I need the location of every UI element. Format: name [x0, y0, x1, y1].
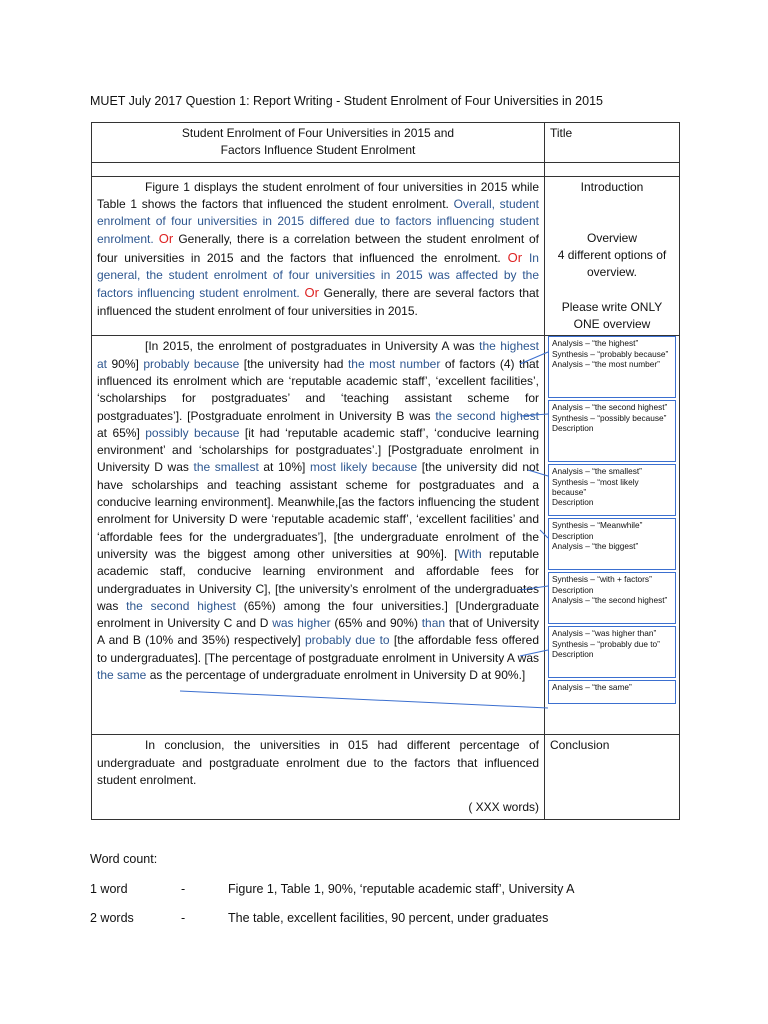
conclusion-cell — [92, 735, 545, 819]
annotation-box: Analysis – “the second highest” Synthesis – “possibly because” Description — [548, 400, 676, 462]
body-text: [In 2015, the enrolment of postgraduates in University A was the highest at 90%] probably because [the university had the most number of factors (4) that influenced its enrolment which are ‘reputable academic staff’, ‘excellent facilities’, ‘scholarships for postgraduates’ and ‘teaching assistant scheme for postgraduates’]. [Postgraduate enrolment in University B was the second highest at 65%] possibly because [it had ‘reputable academic staff’, ‘conducive learning environment’ and ‘scholarships for postgraduates’.] [Postgraduate enrolment in University D was the smallest at 10%] most likely because [the university did not have scholarships and teaching assistant scheme for postgraduates and a conducive learning environment]. Meanwhile,[as the factors influencing the student enrolment for University D were ‘reputable academic staff’, ‘excellent facilities’ and ‘affordable fees for the undergraduates’], [the undergraduate enrolment of the university was the biggest among other universities at 90%]. [With reputable academic staff, conducive learning environment and affordable fees for undergraduates in University C], [the university’s enrolment of the undergraduates was the second highest (65%) among the four universities.] [Undergraduate enrolment in University C and D was higher (65% and 90%) than that of University A and B (10% and 35%) respectively] probably due to [the affordable fess offered to undergraduates]. [The percentage of postgraduate enrolment in University A was the same as the percentage of undergraduate enrolment in University D at 90%.] — [92, 336, 545, 735]
introduction-label: Introduction — [580, 179, 644, 194]
conclusion-label: Conclusion — [545, 735, 680, 819]
overview-option-3: In general, the student enrolment of four universities in 2015 was affected by the factors influencing student enrolment. — [97, 250, 539, 301]
report-table — [91, 122, 680, 820]
introduction-row — [92, 176, 680, 336]
title-label: Title — [545, 123, 680, 163]
annotation-box: Analysis – “was higher than” Synthesis – “probably due to” Description — [548, 626, 676, 678]
word-count-row: 2 words - The table, excellent facilities, 90 percent, under graduates — [90, 911, 549, 925]
annotation-box: Synthesis – “Meanwhile” Description Analysis – “the biggest” — [548, 518, 676, 570]
word-count-heading: Word count: — [90, 852, 158, 866]
conclusion-row — [92, 735, 680, 819]
title-row — [92, 123, 680, 163]
word-count-row: 1 word - Figure 1, Table 1, 90%, ‘reputable academic staff’, University A — [90, 882, 575, 896]
report-title-cell — [92, 123, 545, 163]
conclusion-text: In conclusion, the universities in 015 had different percentage of undergraduate and postgraduate enrolment due to the factors that influenced student enrolment. — [97, 738, 539, 787]
body-row — [92, 336, 680, 735]
report-title-line1: Student Enrolment of Four Universities in 2015 and — [181, 126, 455, 140]
overview-option-2: Generally, there is a correlation between the student enrolment of four universities in 2015 and the factors that influenced the enrolment. — [97, 232, 539, 265]
spacer-row — [92, 162, 680, 176]
page-title: MUET July 2017 Question 1: Report Writing - Student Enrolment of Four Universities in 2015 — [90, 94, 603, 108]
overview-option-4: Generally, there are several factors that influenced the student enrolment of four universities in 2015. — [97, 286, 539, 318]
overview-options-note: 4 different options of overview. — [557, 248, 667, 280]
introduction-text: Figure 1 displays the student enrolment of four universities in 2015 while Table 1 shows the factors that influenced the student enrolment. Overall, student enrolment of four universities in 2015 differed due to factors influencing student enrolment. Or Generally, there is a correlation between the student enrolment of four universities in 2015 and the factors that influenced the enrolment. Or In general, the student enrolment of four universities in 2015 was affected by the factors influencing student enrolment. Or Generally, there are several factors that influenced the student enrolment of four universities in 2015. — [92, 176, 545, 336]
overview-option-1: Overall, student enrolment of four universities in 2015 differed due to factors influencing student enrolment. — [97, 196, 540, 247]
conclusion-word-count: ( XXX words) — [468, 800, 539, 815]
annotation-box: Synthesis – “with + factors” Description Analysis – “the second highest” — [548, 572, 676, 624]
overview-label: Overview — [586, 230, 637, 245]
report-title-line2: Factors Influence Student Enrolment — [220, 143, 416, 158]
annotation-cell — [545, 336, 680, 735]
annotation-box: Analysis – “the same” — [548, 680, 676, 704]
annotation-box: Analysis – “the highest” Synthesis – “probably because” Analysis – “the most number” — [548, 336, 676, 398]
overview-instruction: Please write ONLY ONE overview — [561, 299, 663, 332]
introduction-label-cell — [545, 176, 680, 336]
annotation-box: Analysis – “the smallest” Synthesis – “most likely because” Description — [548, 464, 676, 516]
